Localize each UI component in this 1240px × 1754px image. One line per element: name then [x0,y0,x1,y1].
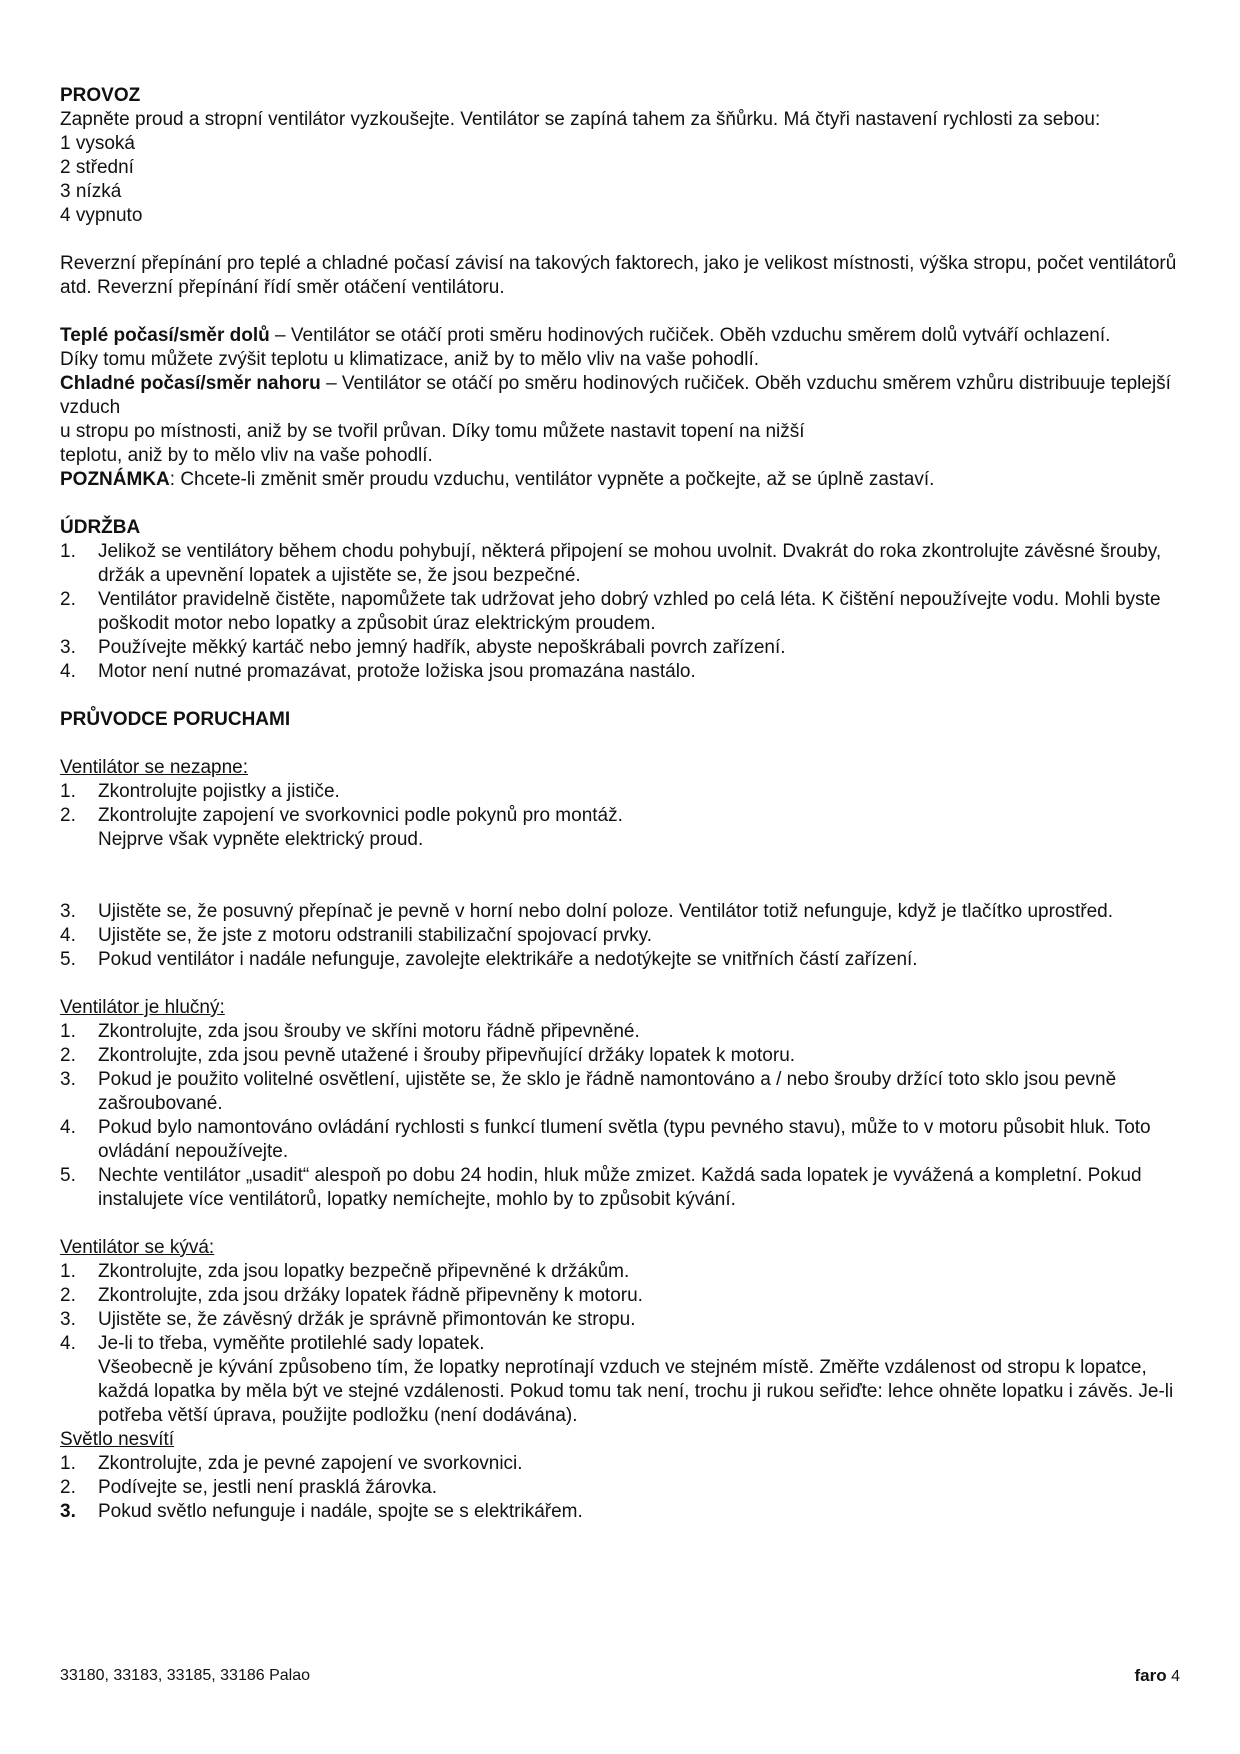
list-number: 1. [60,781,76,802]
list-number: 2. [60,1045,76,1066]
warm-label: Teplé počasí/směr dolů [60,325,270,346]
list-item [60,1020,1180,1044]
cold-label: Chladné počasí/směr nahoru [60,373,321,394]
list-text: Je-li to třeba, vyměňte protilehlé sady lopatek. [98,1333,485,1354]
cold-text-2: u stropu po místnosti, aniž by se tvořil průvan. Díky tomu můžete nastavit topení na nižší [60,421,805,442]
list-item [60,804,1180,852]
note-text: : Chcete-li změnit směr proudu vzduchu, ventilátor vypněte a počkejte, až se úplně zastaví. [169,469,935,490]
list-item [60,1116,1180,1164]
nezapne-list [60,780,1180,852]
subheading-svetlo: Světlo nesvítí [60,1429,175,1450]
list-item [60,540,1180,588]
list-text: Zkontrolujte, zda jsou držáky lopatek řádně připevněny k motoru. [98,1285,643,1306]
list-item [60,948,1180,972]
list-item [60,1068,1180,1116]
list-number: 3. [60,1501,76,1522]
list-text: Motor není nutné promazávat, protože ložiska jsou promazána nastálo. [98,661,696,682]
list-item [60,1164,1180,1212]
cold-text: – Ventilátor se otáčí po směru hodinových ručiček. Oběh vzduchu směrem vzhůru distribuuje teplejší vzduch [60,373,1171,418]
list-item [60,1476,1180,1500]
list-text: Podívejte se, jestli není prasklá žárovka. [98,1477,438,1498]
subheading-kyva: Ventilátor se kývá: [60,1237,215,1258]
list-number: 4. [60,1333,76,1354]
list-number: 2. [60,1285,76,1306]
note-paragraph [60,468,1180,492]
list-number: 5. [60,949,76,970]
list-text: Zkontrolujte, zda jsou pevně utažené i šrouby připevňující držáky lopatek k motoru. [98,1045,796,1066]
list-text: Ujistěte se, že jste z motoru odstranili stabilizační spojovací prvky. [98,925,653,946]
list-item [60,900,1180,924]
nezapne-list-cont [60,900,1180,972]
list-number: 3. [60,1069,76,1090]
list-number: 3. [60,637,76,658]
svetlo-list [60,1452,1180,1524]
list-number: 2. [60,805,76,826]
list-text: Jelikož se ventilátory během chodu pohybují, některá připojení se mohou uvolnit. Dvakrát do roka zkontrolujte závěsné šrouby, držák a upevnění lopatek a ujistěte se, že jsou bezpečné. [98,541,1162,586]
list-number: 1. [60,1453,76,1474]
page-number: 4 [1171,1668,1180,1685]
list-text: Zkontrolujte, zda je pevné zapojení ve svorkovnici. [98,1453,523,1474]
brand-name: faro [1134,1666,1167,1685]
list-text: Ujistěte se, že posuvný přepínač je pevně v horní nebo dolní poloze. Ventilátor totiž nefunguje, když je tlačítko uprostřed. [98,901,1113,922]
hlucny-list [60,1020,1180,1212]
list-text: Ujistěte se, že závěsný držák je správně přimontován ke stropu. [98,1309,636,1330]
cold-text-3: teplotu, aniž by to mělo vliv na vaše pohodlí. [60,445,433,466]
kyva-list [60,1260,1180,1428]
list-item [60,636,1180,660]
list-item [60,1308,1180,1332]
list-text: Používejte měkký kartáč nebo jemný hadřík, abyste nepoškrábali povrch zařízení. [98,637,786,658]
speed-item: 3 nízká [60,181,122,202]
list-number: 4. [60,1117,76,1138]
footer-models: 33180, 33183, 33185, 33186 Palao [60,1667,311,1684]
page-footer [60,1666,1180,1687]
list-item [60,1332,1180,1428]
list-number: 1. [60,1261,76,1282]
warm-paragraph [60,324,1180,348]
list-item [60,1260,1180,1284]
list-number: 1. [60,541,76,562]
speed-item: 2 střední [60,157,134,178]
list-number: 4. [60,661,76,682]
list-number: 2. [60,589,76,610]
list-text: Nechte ventilátor „usadit“ alespoň po dobu 24 hodin, hluk může zmizet. Každá sada lopatek je vyvážená a kompletní. Pokud instalujete více ventilátorů, lopatky nemíchejte, mohlo by to způsobit kývání. [98,1165,1142,1210]
speed-item: 1 vysoká [60,133,135,154]
list-text: Zkontrolujte zapojení ve svorkovnici podle pokynů pro montáž. [98,805,623,826]
list-number: 2. [60,1477,76,1498]
list-text: Zkontrolujte, zda jsou lopatky bezpečně připevněné k držákům. [98,1261,630,1282]
section-title-pruvodce: PRŮVODCE PORUCHAMI [60,709,291,730]
reverse-text: Reverzní přepínání pro teplé a chladné počasí závisí na takových faktorech, jako je velikost místnosti, výška stropu, počet ventilátorů atd. Reverzní přepínání řídí směr otáčení ventilátoru. [60,253,1177,298]
list-item [60,1500,1180,1524]
note-label: POZNÁMKA [60,469,170,490]
footer-brand-page [1135,1666,1180,1687]
list-text: Pokud ventilátor i nadále nefunguje, zavolejte elektrikáře a nedotýkejte se vnitřních částí zařízení. [98,949,918,970]
list-number: 5. [60,1165,76,1186]
list-text-continuation: Všeobecně je kývání způsobeno tím, že lopatky neprotínají vzduch ve stejném místě. Změřte vzdálenost od stropu k lopatce, každá lopatka by měla být ve stejné vzdálenosti. Pokud tomu tak není, trochu ji rukou seřiďte: lehce ohněte lopatku i závěs. Je-li potřeba větší úprava, použijte podložku (není dodávána). [98,1357,1174,1426]
list-text: Zkontrolujte pojistky a jističe. [98,781,340,802]
list-text: Pokud světlo nefunguje i nadále, spojte se s elektrikářem. [98,1501,583,1522]
document-page [60,84,1180,1524]
list-text: Ventilátor pravidelně čistěte, napomůžete tak udržovat jeho dobrý vzhled po celá léta. K čištění nepoužívejte vodu. Mohli byste poškodit motor nebo lopatky a způsobit úraz elektrickým proudem. [98,589,1161,634]
speed-item: 4 vypnuto [60,205,143,226]
warm-text-2: Díky tomu můžete zvýšit teplotu u klimatizace, aniž by to mělo vliv na vaše pohodlí. [60,349,760,370]
list-number: 3. [60,901,76,922]
cold-paragraph [60,372,1180,420]
list-item [60,924,1180,948]
list-item [60,1044,1180,1068]
list-number: 1. [60,1021,76,1042]
udrzba-list [60,540,1180,684]
list-item [60,1452,1180,1476]
list-text: Pokud je použito volitelné osvětlení, ujistěte se, že sklo je řádně namontováno a / nebo šrouby držící toto sklo jsou pevně zašroubované. [98,1069,1117,1114]
section-title-provoz: PROVOZ [60,85,141,106]
list-item [60,660,1180,684]
list-text: Pokud bylo namontováno ovládání rychlosti s funkcí tlumení světla (typu pevného stavu), může to v motoru působit hluk. Toto ovládání nepoužívejte. [98,1117,1151,1162]
subheading-hlucny: Ventilátor je hlučný: [60,997,225,1018]
list-item [60,1284,1180,1308]
list-item [60,780,1180,804]
warm-text: – Ventilátor se otáčí proti směru hodinových ručiček. Oběh vzduchu směrem dolů vytváří ochlazení. [269,325,1111,346]
list-item [60,588,1180,636]
list-number: 4. [60,925,76,946]
list-text-continuation: Nejprve však vypněte elektrický proud. [98,829,424,850]
list-text: Zkontrolujte, zda jsou šrouby ve skříni motoru řádně připevněné. [98,1021,640,1042]
provoz-intro: Zapněte proud a stropní ventilátor vyzkoušejte. Ventilátor se zapíná tahem za šňůrku. Má čtyři nastavení rychlosti za sebou: [60,109,1101,130]
list-number: 3. [60,1309,76,1330]
section-title-udrzba: ÚDRŽBA [60,517,141,538]
subheading-nezapne: Ventilátor se nezapne: [60,757,249,778]
